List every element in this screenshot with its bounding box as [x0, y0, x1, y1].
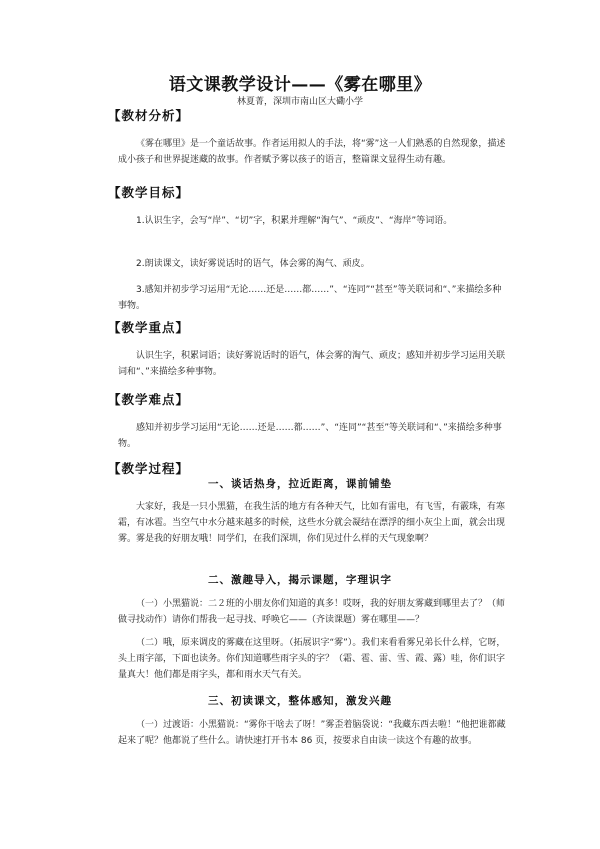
process-step-2-heading: 二、激趣导入，揭示课题，字理识字 — [208, 574, 392, 586]
section-heading-process: 【教学过程】 — [108, 461, 190, 476]
material-analysis-paragraph: 《雾在哪里》是一个童话故事。作者运用拟人的手法，将“雾”这一人们熟悉的自然现象，描述成小孩子和世界捉迷藏的故事。作者赋予雾以孩子的语言，整篇课文显得生动有趣。 — [118, 139, 506, 165]
process-step-2-paragraph-1: （一）小黑猫说：二２班的小朋友你们知道的真多！哎呀，我的好朋友雾藏到哪里去了？（师做寻找动作）请你们帮我一起寻找、呼唤它——（齐读课题）雾在哪里——？ — [118, 599, 506, 625]
section-heading-objectives: 【教学目标】 — [108, 185, 190, 200]
process-step-3-heading: 三、初读课文，整体感知，激发兴趣 — [208, 695, 392, 707]
section-heading-difficulties: 【教学难点】 — [108, 392, 190, 407]
page-title: 语文课教学设计——《雾在哪里》 — [168, 75, 432, 95]
objective-item-1: 1.认识生字，会写“岸”、“切”字，积累并理解“淘气”、“顽皮”、“海岸”等词语。 — [136, 216, 453, 226]
difficulties-paragraph: 感知并初步学习运用“无论……还是……都……”、“连同”“甚至”等关联词和“、”来描绘多种事物。 — [118, 423, 502, 449]
process-step-1-paragraph: 大家好，我是一只小黑猫，在我生活的地方有各种天气，比如有雷电，有飞雪，有霰珠，有寒霜，有冰雹。当空气中水分越来越多的时候，这些水分就会凝结在漂浮的细小灰尘上面，就会出现雾。雾是我的好朋友哦！同学们，在我们深圳，你们见过什么样的天气现象啊？ — [118, 502, 506, 544]
author-line: 林夏菁，深圳市南山区大磡小学 — [236, 97, 363, 107]
process-step-1-heading: 一、谈话热身，拉近距离，课前铺垫 — [208, 478, 392, 490]
key-points-paragraph: 认识生字，积累词语；读好雾说话时的语气，体会雾的淘气、顽皮；感知并初步学习运用关联词和“、”来描绘多种事物。 — [118, 351, 506, 377]
section-heading-material-analysis: 【教材分析】 — [108, 108, 190, 123]
process-step-2-paragraph-2: （二）哦，原来调皮的雾藏在这里呀。（拓展识字“雾”）。我们来看看雾兄弟长什么样，它呀，头上雨字部，下面也读务。你们知道哪些雨字头的字？（霜、雹、雷、雪、霞、露）哇，你们识字量真大！他们都是雨字头，都和雨水天气有关。 — [118, 638, 506, 680]
objective-item-3: 3.感知并初步学习运用“无论……还是……都……”、“连同”“甚至”等关联词和“、”来描绘多种事物。 — [118, 285, 502, 311]
objective-item-2: 2.朗读课文，读好雾说话时的语气，体会雾的淘气、顽皮。 — [136, 259, 370, 269]
process-step-3-paragraph: （一）过渡语：小黑猫说：“雾你干啥去了呀！”雾歪着脑袋说：“我藏东西去啦！”他把谁都藏起来了呢？他都说了些什么。请快速打开书本 86 页，按要求自由读一读这个有趣的故事。 — [118, 720, 506, 746]
section-heading-key-points: 【教学重点】 — [108, 320, 190, 335]
